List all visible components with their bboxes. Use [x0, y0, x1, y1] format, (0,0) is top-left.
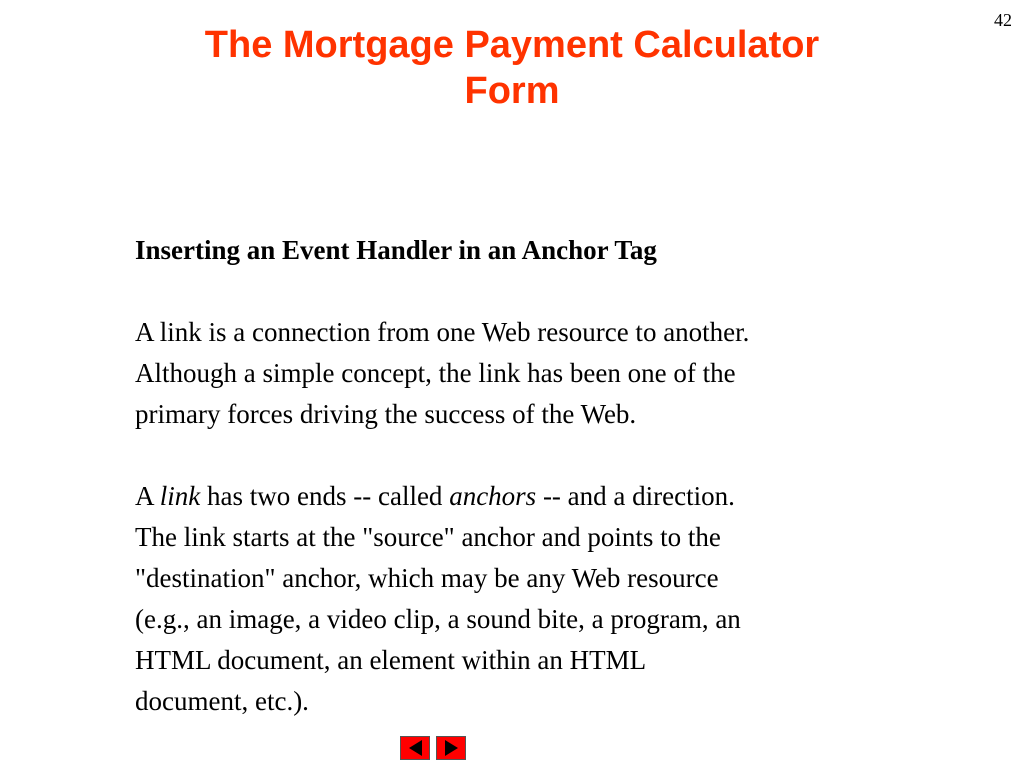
para2-line-2: The link starts at the "source" anchor and points to the — [135, 522, 721, 552]
term-anchors: anchors — [449, 481, 537, 511]
title-line-2: Form — [464, 70, 560, 112]
para2-seg-2: has two ends -- called — [200, 481, 450, 511]
previous-slide-button[interactable] — [400, 736, 430, 760]
paragraph-link-anchors — [135, 476, 935, 722]
para1-line-3: primary forces driving the success of the Web. — [135, 399, 637, 429]
para2-line-4: (e.g., an image, a video clip, a sound bite, a program, an — [135, 604, 741, 634]
para1-line-1: A link is a connection from one Web resource to another. — [135, 317, 750, 347]
slide-navigation — [400, 736, 466, 760]
slide-content — [135, 230, 935, 722]
slide-title — [40, 22, 984, 114]
para2-line-6: document, etc.). — [135, 686, 309, 716]
para1-line-2: Although a simple concept, the link has been one of the — [135, 358, 736, 388]
paragraph-link-definition — [135, 312, 935, 435]
para2-line-3: "destination" anchor, which may be any Web resource — [135, 563, 719, 593]
next-slide-button[interactable] — [436, 736, 466, 760]
page-number: 42 — [994, 10, 1012, 30]
para2-seg-1: A — [135, 481, 160, 511]
right-arrow-icon — [445, 740, 458, 756]
term-link: link — [159, 481, 201, 511]
section-heading: Inserting an Event Handler in an Anchor Tag — [135, 235, 657, 265]
para2-line-5: HTML document, an element within an HTML — [135, 645, 647, 675]
left-arrow-icon — [409, 740, 422, 756]
para2-seg-3: -- and a direction. — [536, 481, 735, 511]
title-line-1: The Mortgage Payment Calculator — [204, 24, 820, 66]
